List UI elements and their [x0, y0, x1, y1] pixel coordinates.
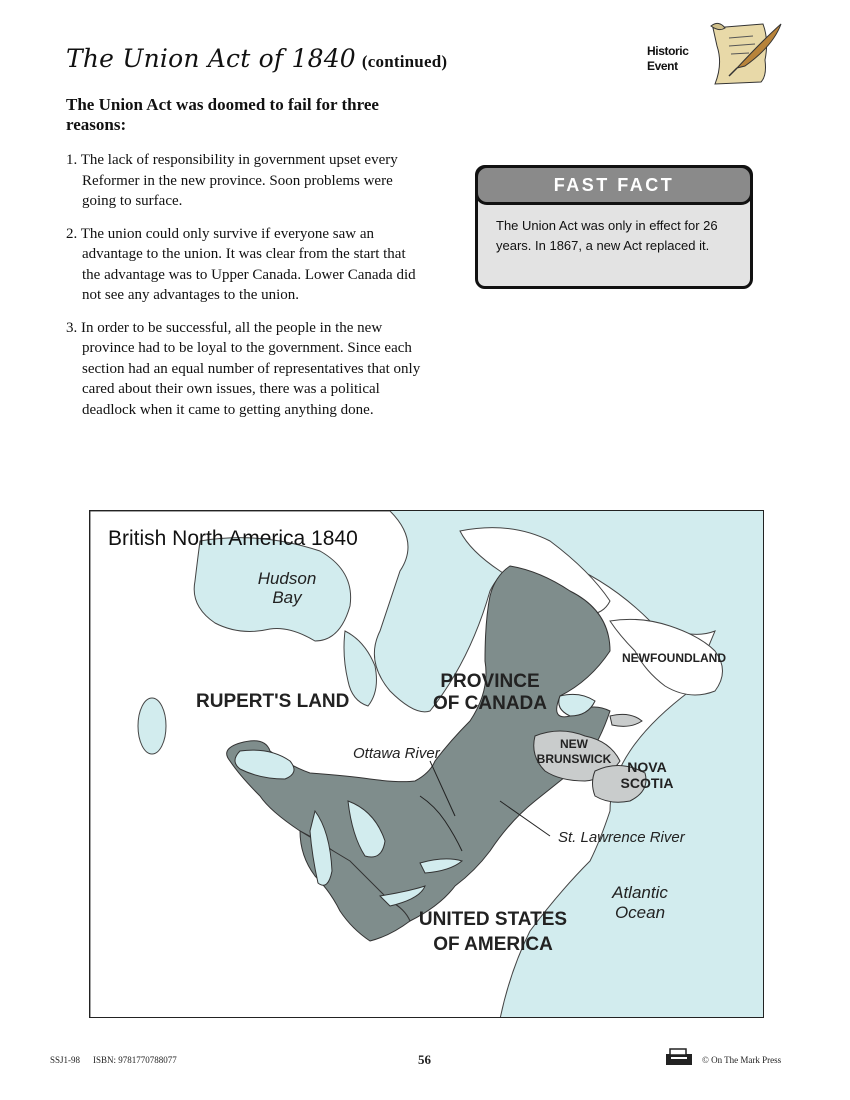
- page-number: 56: [418, 1052, 431, 1067]
- fast-fact-heading: FAST FACT: [475, 165, 753, 205]
- footer-publisher: © On The Mark Press: [702, 1055, 782, 1065]
- footer-isbn: ISBN: 9781770788077: [93, 1055, 177, 1065]
- lake-winnipeg: [138, 698, 166, 754]
- label-ruperts-land: RUPERT'S LAND: [196, 691, 350, 712]
- title-text: The Union Act of 1840: [66, 44, 356, 73]
- reason-item: 1. The lack of responsibility in government upset every Reformer in the new province. Soon problems were going to surface.: [66, 152, 398, 209]
- footer-code: SSJ1-98: [50, 1055, 81, 1065]
- label-province-of-canada: PROVINCE OF CANADA: [433, 671, 547, 714]
- badge-label: [647, 44, 688, 74]
- reasons-list: [66, 150, 426, 432]
- map-title: British North America 1840: [108, 527, 358, 550]
- label-united-states: UNITED STATES OF AMERICA: [418, 909, 568, 955]
- label-newfoundland: NEWFOUNDLAND: [622, 651, 726, 665]
- badge-line-2: Event: [647, 59, 678, 73]
- page-title: [66, 44, 447, 73]
- title-continued: (continued): [361, 52, 448, 71]
- label-new-brunswick: NEW BRUNSWICK: [536, 737, 612, 766]
- label-ottawa-river: Ottawa River: [353, 745, 440, 762]
- map-british-north-america: [89, 510, 764, 1018]
- label-st-lawrence-river: St. Lawrence River: [558, 829, 685, 846]
- press-logo-icon: [665, 1048, 695, 1066]
- label-nova-scotia: NOVA SCOTIA: [620, 759, 674, 791]
- reason-item: 2. The union could only survive if everyone saw an advantage to the union. It was clear from the start that the advantage was to Upper Canada. Lower Canada did not see any advantages to the union.: [66, 225, 416, 303]
- fast-fact-box: [475, 165, 753, 289]
- badge-line-1: Historic: [647, 44, 689, 58]
- label-hudson-bay: Hudson Bay: [257, 569, 317, 607]
- fast-fact-text: The Union Act was only in effect for 26 years. In 1867, a new Act replaced it.: [496, 218, 718, 253]
- intro-heading: The Union Act was doomed to fail for three reasons:: [66, 95, 379, 134]
- historic-event-badge: [645, 20, 785, 85]
- reason-item: 3. In order to be successful, all the people in the new province had to be loyal to the government. Since each section had an equal number of representatives that only cared about their own issues, there was a political deadlock when it came to getting anything done.: [66, 319, 421, 418]
- label-atlantic-ocean: Atlantic Ocean: [612, 883, 668, 922]
